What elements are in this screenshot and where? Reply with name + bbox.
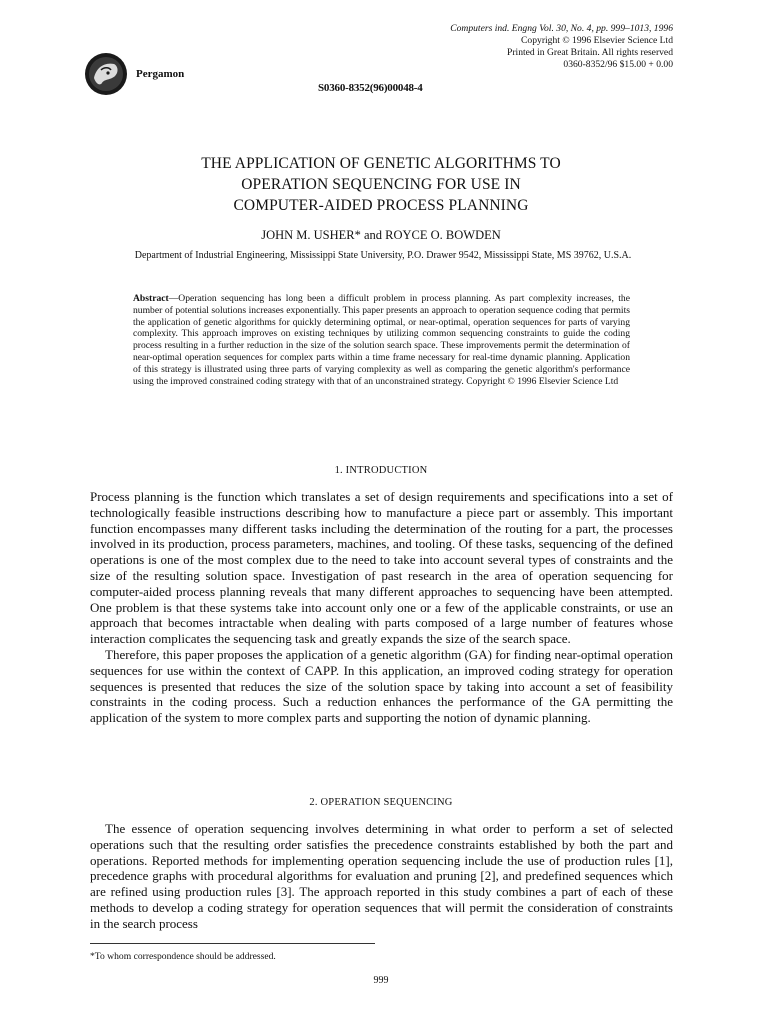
- section-body-operation-sequencing: [90, 821, 673, 932]
- journal-price: 0360-8352/96 $15.00 + 0.00: [563, 59, 673, 70]
- journal-citation: Computers ind. Engng Vol. 30, No. 4, pp. 999–1013, 1996: [450, 23, 673, 34]
- journal-printed: Printed in Great Britain. All rights reserved: [507, 47, 673, 58]
- author-affiliation: Department of Industrial Engineering, Mississippi State University, P.O. Drawer 9542, Mississippi State, MS 39762, U.S.A.: [134, 250, 632, 261]
- paper-title: [0, 153, 762, 216]
- paragraph: The essence of operation sequencing involves determining in what order to perform a set of selected operations such that the resulting order satisfies the precedence constraints established by both the part and operations. Reported methods for implementing operation sequencing include the use of production rules [1], precedence graphs with procedural algorithms for evaluation and pruning [2], and predefined sequences which are refined using production rules [3]. The approach reported in this study combines a part of each of these methods to develop a coding strategy for operation sequences that will permit the consideration of constraints in the search process: [90, 821, 673, 931]
- journal-info: [450, 23, 673, 71]
- title-line-2: OPERATION SEQUENCING FOR USE IN: [241, 176, 521, 193]
- publisher-name: Pergamon: [136, 68, 185, 80]
- pergamon-logo-icon: [84, 52, 128, 96]
- section-heading-operation-sequencing: 2. OPERATION SEQUENCING: [309, 797, 453, 808]
- title-line-3: COMPUTER-AIDED PROCESS PLANNING: [233, 197, 529, 214]
- abstract-label: Abstract: [133, 293, 169, 304]
- footnote: *To whom correspondence should be addressed.: [90, 951, 276, 962]
- title-line-1: THE APPLICATION OF GENETIC ALGORITHMS TO: [201, 155, 561, 172]
- paragraph: Process planning is the function which translates a set of design requirements and specifications into a set of technologically feasible instructions describing how to manufacture a piece part or assembly. This important function encompasses many different tasks including the determination of the routing for a part, the processes involved in its production, process parameters, machines, and tooling. Of these tasks, sequencing of the defined operations is one of the most complex due to the need to take into account several types of constraints and the size of the resulting solution space. Investigation of past research in the area of operation sequencing for computer-aided process planning reveals that many different approaches to sequencing have been attempted. One problem is that these systems take into account only one or a few of the applicable constraints, or use an approach that becomes intractable when dealing with parts composed of a large number of features whose interaction complicates the sequencing task and greatly expands the size of the search space.: [90, 489, 673, 647]
- paragraph: Therefore, this paper proposes the application of a genetic algorithm (GA) for finding near-optimal operation sequences for use within the context of CAPP. In this application, an improved coding strategy for operation sequences is presented that reduces the size of the solution space by taking into account a set of feasibility constraints in the coding process. Such a reduction enhances the performance of the GA permitting the application of the system to more complex parts and supporting the notion of dynamic planning.: [90, 646, 673, 726]
- section-body-introduction: [90, 489, 673, 726]
- doi-code: S0360-8352(96)00048-4: [318, 82, 423, 94]
- page-number: 999: [373, 975, 389, 986]
- paper-authors: JOHN M. USHER* and ROYCE O. BOWDEN: [261, 228, 501, 242]
- abstract: [133, 293, 630, 387]
- abstract-text: —Operation sequencing has long been a difficult problem in process planning. As part complexity increases, the number of potential solutions increases exponentially. This paper presents an approach to operation sequence coding that permits the application of genetic algorithms for quickly determining optimal, or near-optimal, operation sequences for parts of varying complexity. This approach improves on existing techniques by utilizing common sequencing constraints to guide the coding process resulting in a further reduction in the size of the solution search space. These improvements permit the determination of near-optimal operation sequences for complex parts within a time frame necessary for real-time dynamic planning. Application of this strategy is illustrated using three parts of varying complexity as well as comparing the genetic algorithm's performance using the improved constrained coding strategy with that of an unconstrained strategy. Copyright © 1996 Elsevier Science Ltd: [133, 293, 630, 387]
- journal-copyright: Copyright © 1996 Elsevier Science Ltd: [521, 35, 673, 46]
- footnote-divider: [90, 943, 375, 944]
- section-heading-introduction: 1. INTRODUCTION: [334, 465, 428, 476]
